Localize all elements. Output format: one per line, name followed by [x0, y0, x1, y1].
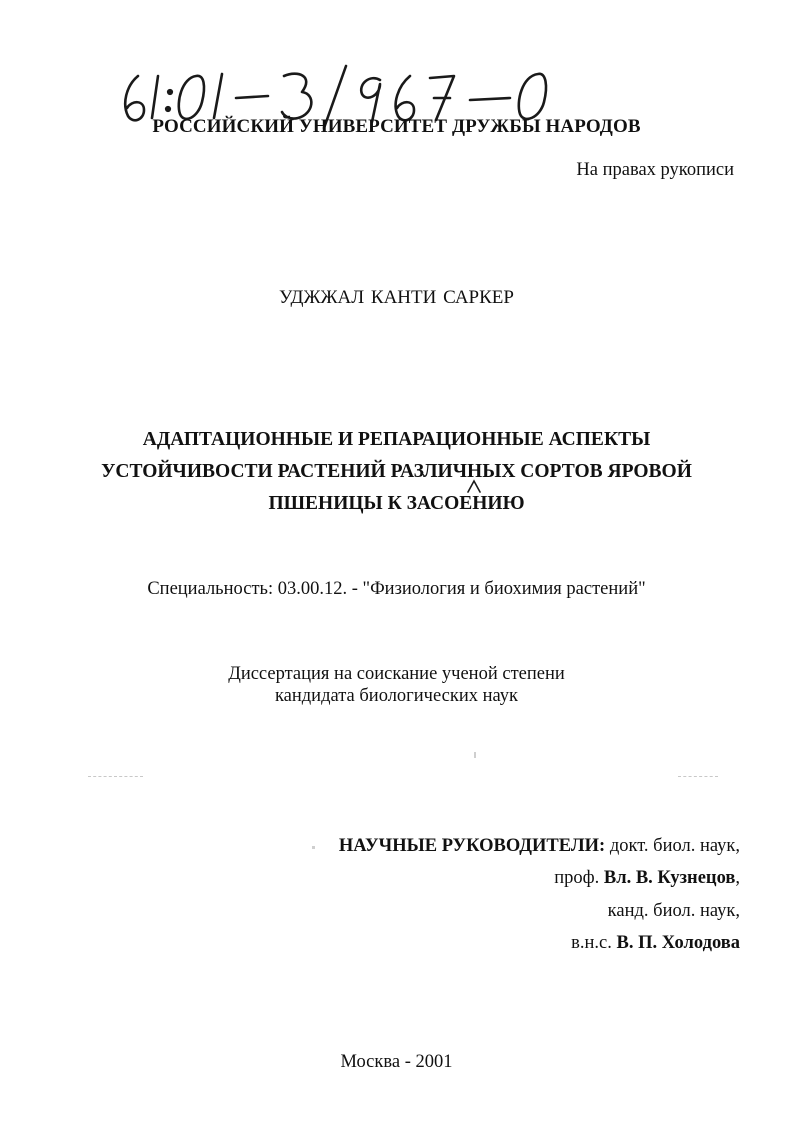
supervisor-1-comma: ,: [735, 868, 740, 888]
dissertation-title-line-2: УСТОЙЧИВОСТИ РАСТЕНИЙ РАЗЛИЧНЫХ СОРТОВ ЯРОВОЙ: [101, 461, 692, 482]
author-name: УДЖЖАЛ КАНТИ САРКЕР: [279, 287, 514, 308]
degree-statement-line-2: кандидата биологических наук: [274, 686, 519, 706]
city-and-year: Москва - 2001: [340, 1052, 453, 1072]
dissertation-title-line-3: ПШЕНИЦЫ К ЗАСОЕНИЮ: [268, 493, 525, 514]
specialty-line: Специальность: 03.00.12. - "Физиология и биохимия растений": [147, 579, 646, 599]
scan-speck: [474, 752, 476, 758]
scan-artifact-line: [678, 776, 718, 777]
supervisor-2-name: В. П. Холодова: [616, 933, 740, 953]
degree-statement-line-1: Диссертация на соискание ученой степени: [228, 664, 565, 684]
supervisor-2-line: [571, 933, 740, 954]
scan-artifact-line: [88, 776, 143, 777]
supervisor-2-degree: канд. биол. наук,: [607, 901, 740, 921]
manuscript-rights-note: На правах рукописи: [576, 160, 734, 180]
supervisor-1-name: Вл. В. Кузнецов: [603, 868, 736, 888]
scan-speck: [312, 846, 315, 849]
supervisor-1-line: [554, 868, 740, 889]
supervisors-heading-line: [339, 836, 740, 857]
university-name: РОССИЙСКИЙ УНИВЕРСИТЕТ ДРУЖБЫ НАРОДОВ: [152, 116, 641, 137]
dissertation-title-line-1: АДАПТАЦИОННЫЕ И РЕПАРАЦИОННЫЕ АСПЕКТЫ: [142, 429, 651, 450]
handwritten-correction-mark: [466, 479, 482, 493]
supervisors-heading: НАУЧНЫЕ РУКОВОДИТЕЛИ:: [338, 836, 606, 856]
supervisor-1-degree: докт. биол. наук,: [605, 836, 740, 856]
supervisor-2-title: в.н.с.: [571, 933, 617, 953]
supervisor-1-title: проф.: [554, 868, 604, 888]
